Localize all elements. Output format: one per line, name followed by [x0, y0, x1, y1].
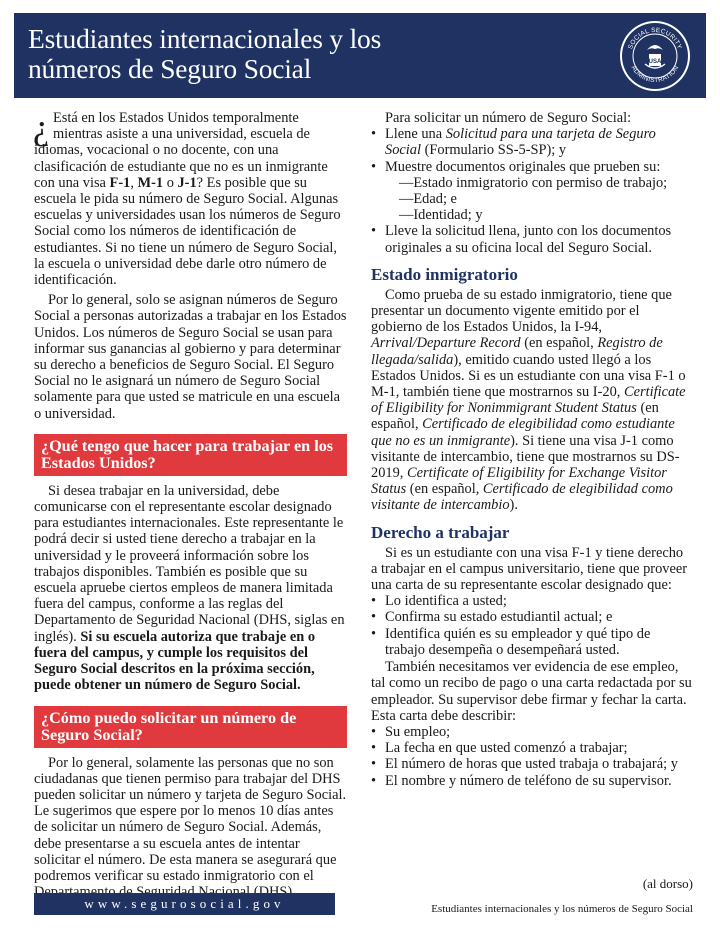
footer-document-title: Estudiantes internacionales y los números de Seguro Social: [431, 903, 693, 915]
step1-pre: Llene una: [385, 126, 446, 143]
title-line-2: números de Seguro Social: [28, 53, 312, 84]
status-text-6: (en español,: [406, 481, 483, 498]
status-text-7: ).: [509, 497, 518, 514]
list-item: • El número de horas que usted trabaja o trabajará; y: [371, 756, 693, 772]
intro-text-1: Está en los Estados Unidos temporalmente mientras asiste a una universidad, escuela de idiomas, vocacional o no docente, con una clasificación de estudiante que no es un inmigrante con una visa: [34, 110, 328, 191]
visa-m1: M-1: [137, 174, 164, 191]
list-item: • La fecha en que usted comenzó a trabajar;: [371, 740, 693, 756]
list-item: • Lleve la solicitud llena, junto con los documentos originales a su oficina local del Seguro Social.: [371, 223, 693, 255]
apply-steps-list: [371, 126, 693, 256]
right-column: [371, 110, 693, 789]
intro-paragraph: [33, 107, 347, 289]
list-item: • Confirma su estado estudiantil actual; e: [371, 609, 693, 625]
status-italic-1: Arrival/Departure Record: [371, 335, 521, 352]
list-item: —Estado inmigratorio con permiso de trabajo;: [399, 174, 668, 191]
heading-work-in-us: ¿Qué tengo que hacer para trabajar en los Estados Unidos?: [34, 434, 347, 476]
heading-how-apply: ¿Cómo puedo solicitar un número de Seguro Social?: [34, 706, 347, 748]
heading-immigration-status: Estado inmigratorio: [371, 264, 518, 284]
header-banner: [14, 13, 706, 98]
status-text-4: (en español,: [371, 400, 659, 433]
visa-f1: F-1: [109, 174, 131, 191]
step1-post: (Formulario SS-5-SP); y: [420, 142, 567, 159]
list-item: • Lo identifica a usted;: [371, 593, 693, 609]
list-item: • Identifica quién es su empleador y qué tipo de trabajo desempeña o desempeñará usted.: [371, 626, 693, 658]
paragraph-right-to-work: Si es un estudiante con una visa F-1 y tiene derecho a trabajar en el campus universitario, tiene que proveer una carta de su representante escolar designado que:: [371, 544, 688, 594]
step2-text: Muestre documentos originales que prueben su:: [385, 158, 661, 175]
ssa-seal-icon: [619, 20, 691, 92]
form-name: Solicitud para una tarjeta de Seguro Social: [385, 126, 656, 159]
status-text-3: ), emitido cuando usted llegó a los Estados Unidos. Si es un estudiante con una visa F-1 o M-1, también tiene que mostrarnos su I-20,: [371, 351, 686, 401]
left-column: [33, 107, 347, 900]
drop-cap: ¿: [33, 107, 49, 147]
paragraph-employment-evidence: También necesitamos ver evidencia de ese empleo, tal como un recibo de pago o una carta redactada por su empleador. Su supervisor debe firmar y fechar la carta. Esta carta debe describir:: [371, 659, 692, 724]
title-line-1: Estudiantes internacionales y los: [28, 23, 382, 54]
paragraph-ssn-usage: Por lo general, solo se asignan números de Seguro Social a personas autorizadas a trabajar en los Estados Unidos. Los números de Seguro Social se usan para informar sus ganancias al gobierno y para determinar su derecho a beneficios de Seguro Social. El Seguro Social no le asignará un número de Seguro Social solamente para que usted se matricule en una escuela o universidad.: [34, 292, 347, 422]
work-rep-text: Si desea trabajar en la universidad, debe comunicarse con el representante escolar designado para estudiantes internacionales. Este representante le podrá decir si usted tiene derecho a trabajar en la universidad y le proveerá información sobre los trabajos disponibles. También es posible que su escuela apruebe ciertos empleos de manera limitada fuera del campus, conforme a las reglas del Departamento de Seguridad Nacional (DHS, siglas en inglés).: [34, 482, 345, 645]
svg-text:ADMINISTRATION: ADMINISTRATION: [629, 64, 681, 85]
work-rep-bold: Si su escuela autoriza que trabaje en o fuera del campus, y cumple los requisitos del Seguro Social descritos en la próxima sección, puede obtener un número de Seguro Social.: [34, 628, 316, 694]
paragraph-work-rep: [34, 483, 347, 694]
status-italic-5: Certificate of Eligibility for Exchange Visitor Status: [371, 465, 667, 498]
status-text-2: (en español,: [520, 335, 598, 352]
heading-right-to-work: Derecho a trabajar: [371, 522, 510, 542]
paragraph-immigration-status: [371, 287, 693, 514]
svg-text:SOCIAL SECURITY: SOCIAL SECURITY: [627, 26, 683, 51]
continued-on-back: (al dorso): [642, 876, 693, 891]
list-item: • El nombre y número de teléfono de su supervisor.: [371, 773, 693, 789]
documents-list: [385, 175, 693, 224]
status-italic-3: Certificate of Eligibility for Nonimmigrant Student Status: [371, 384, 686, 417]
website-link[interactable]: www.segurosocial.gov: [34, 893, 335, 915]
intro-text-4: ? Es posible que su escuela le pida su número de Seguro Social. Algunas escuelas y universidades usan los números de Seguro Social como los números de identificación de estudiantes. Si no tiene un número de Seguro Social, la escuela o universidad debe darle otro número de identificación.: [34, 174, 341, 289]
visa-j1: J-1: [177, 174, 197, 191]
status-italic-6: Certificado de elegibilidad como visitante de intercambio: [371, 481, 673, 514]
list-item: [371, 159, 693, 224]
status-italic-2: Registro de llegada/salida: [371, 335, 663, 368]
list-item: —Identidad; y: [399, 207, 483, 224]
status-italic-4: Certificado de elegibilidad como estudiante que no es un inmigrante: [371, 416, 675, 449]
letter-requirements-list: [371, 593, 693, 658]
apply-intro: Para solicitar un número de Seguro Social:: [385, 110, 632, 126]
status-text-1: Como prueba de su estado inmigratorio, tiene que presentar un documento vigente emitido por el gobierno de los Estados Unidos, la I-94,: [371, 286, 672, 336]
letter-describe-list: [371, 724, 693, 789]
intro-text-2: ,: [130, 174, 138, 191]
status-text-5: ). Si tiene una visa J-1 como visitante de intercambio, tiene que mostrarnos su DS-2019,: [371, 432, 680, 482]
document-title: [28, 24, 381, 84]
list-item: [371, 126, 693, 158]
list-item: • Su empleo;: [371, 724, 693, 740]
paragraph-how-apply: Por lo general, solamente las personas que no son ciudadanas que tienen permiso para trabajar del DHS pueden solicitar un número y tarjeta de Seguro Social. Le sugerimos que espere por lo menos 10 días antes de solicitar un número de Seguro Social. Además, debe presentarse a su escuela antes de intentar solicitar el número. De esta manera se asegurará que podremos verificar su estado inmigratorio con el: [34, 754, 347, 884]
list-item: —Edad; e: [399, 191, 457, 208]
svg-text:USA: USA: [648, 59, 662, 65]
intro-text-3: o: [163, 174, 178, 191]
